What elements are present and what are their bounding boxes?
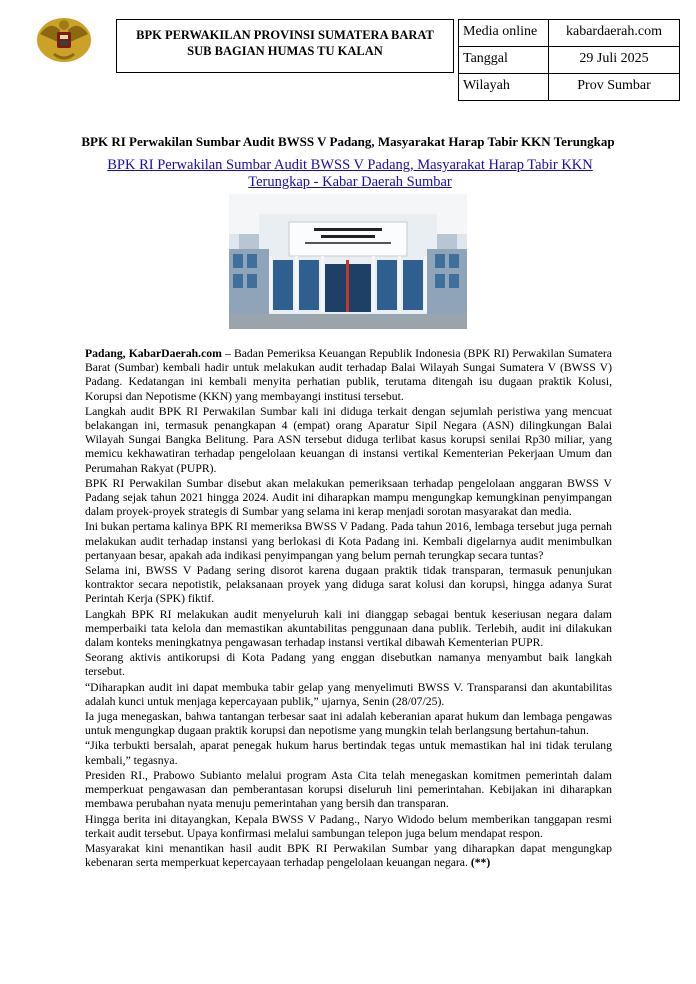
media-value: kabardaerah.com bbox=[549, 20, 680, 47]
article-source-link[interactable]: BPK RI Perwakilan Sumbar Audit BWSS V Padang, Masyarakat Harap Tabir KKN Terungkap - Kabar Daerah Sumbar bbox=[107, 157, 593, 190]
article-paragraph: Ia juga menegaskan, bahwa tantangan terbesar saat ini adalah keberanian aparat hukum dan lembaga pengawas untuk mengungkap dugaan praktik korupsi dan nepotisme yang mungkin telah berlangsung bertahun-tahun. bbox=[85, 710, 612, 738]
media-info-row bbox=[459, 20, 680, 47]
article-paragraph bbox=[85, 347, 612, 404]
article-paragraph: Langkah audit BPK RI Perwakilan Sumbar kali ini diduga terkait dengan sejumlah peristiwa yang mencuat belakangan ini, termasuk penangkapan 4 (empat) orang Aparatur Sipil Negara (ASN) dilingkungan Balai Wilayah Sungai Bangka Belitung. Para ASN tersebut diduga terlibat kasus korupsi senilai Rp30 miliar, yang memicu kekhawatiran terhadap pengelolaan keuangan di instansi vertikal Kementerian Pekerjaan Umum dan Perumahan Rakyat (PUPR). bbox=[85, 404, 612, 475]
media-label: Media online bbox=[459, 20, 549, 47]
office-subdivision: SUB BAGIAN HUMAS TU KALAN bbox=[187, 44, 383, 58]
article-lead-text: – Badan Pemeriksa Keuangan Republik Indonesia (BPK RI) Perwakilan Sumatera Barat (Sumbar) kembali hadir untuk melakukan audit terhadap Balai Wilayah Sungai Sumatera V (BWSS V) Padang. Kedatangan ini kembali menyita perhatian publik, terutama ditengah isu dugaan praktik Kolusi, Korupsi dan Nepotisme (KKN) yang membayangi institusi tersebut. bbox=[85, 347, 612, 403]
article-dateline: Padang, KabarDaerah.com bbox=[85, 347, 222, 360]
region-value: Prov Sumbar bbox=[549, 74, 680, 101]
article-paragraph: “Jika terbukti bersalah, aparat penegak hukum harus bertindak tegas untuk memastikan hal ini tidak terulang kembali,” tegasnya. bbox=[85, 739, 612, 767]
article-paragraph: “Diharapkan audit ini dapat membuka tabir gelap yang menyelimuti BWSS V. Transparansi dan akuntabilitas adalah kunci untuk menjaga kepercayaan publik,” ujarnya, Senin (28/07/25). bbox=[85, 680, 612, 708]
article-paragraph bbox=[85, 842, 612, 870]
article-body bbox=[85, 347, 612, 871]
article-paragraph: Selama ini, BWSS V Padang sering disorot karena dugaan praktik tidak transparan, termasuk penunjukan kontraktor secara nepotistik, pelaksanaan proyek yang diduga sarat kolusi dan korupsi, hingga adanya Surat Perintah Kerja (SPK) fiktif. bbox=[85, 564, 612, 606]
region-info-row bbox=[459, 74, 680, 101]
article-paragraph: Ini bukan pertama kalinya BPK RI memeriksa BWSS V Padang. Pada tahun 2016, lembaga tersebut juga pernah melakukan audit terhadap instansi yang berlokasi di Kota Padang ini. Kembali digelarnya audit menimbulkan pertanyaan besar, apakah ada indikasi penyimpangan yang belum pernah terungkap secara tuntas? bbox=[85, 520, 612, 562]
date-info-row bbox=[459, 47, 680, 74]
garuda-emblem-logo bbox=[36, 14, 92, 64]
date-value: 29 Juli 2025 bbox=[549, 47, 680, 74]
article-paragraph: Hingga berita ini ditayangkan, Kepala BWSS V Padang., Naryo Widodo belum memberikan tanggapan resmi terkait audit tersebut. Upaya konfirmasi melalui sambungan telepon juga belum mendapat respon. bbox=[85, 812, 612, 840]
date-label: Tanggal bbox=[459, 47, 549, 74]
article-paragraph: BPK RI Perwakilan Sumbar disebut akan melakukan pemeriksaan terhadap pengelolaan anggaran BWSS V Padang sejak tahun 2021 hingga 2024. Audit ini diharapkan mampu mengungkap kemungkinan penyimpangan dalam proyek-proyek strategis di Sumbar yang selama ini kerap menjadi sorotan masyarakat dan media. bbox=[85, 476, 612, 519]
article-paragraph: Langkah BPK RI melakukan audit menyeluruh kali ini dianggap sebagai bentuk keseriusan negara dalam memperbaiki tata kelola dan memastikan akuntabilitas penggunaan dana publik. Terlebih, audit ini dilakukan dalam konteks meningkatnya pengawasan terhadap instansi vertikal dibawah Kementerian PUPR. bbox=[85, 607, 612, 650]
bpk-building-photo bbox=[229, 194, 467, 329]
article-closing-text: Masyarakat kini menantikan hasil audit BPK RI Perwakilan Sumbar yang diharapkan dapat mengungkap kebenaran serta memperkuat kepercayaan terhadap pengelolaan keuangan negara. bbox=[85, 841, 612, 870]
article-end-mark: (**) bbox=[470, 856, 491, 870]
article-title: BPK RI Perwakilan Sumbar Audit BWSS V Padang, Masyarakat Harap Tabir KKN Terungkap bbox=[81, 134, 615, 149]
office-header-box bbox=[116, 19, 454, 73]
article-paragraph: Presiden RI., Prabowo Subianto melalui program Asta Cita telah menegaskan komitmen pemerintah dalam memperkuat pengawasan dan pemberantasan korupsi diseluruh lini pemerintahan. Kebijakan ini diharapkan membawa perubahan nyata menuju pemerintahan yang bersih dan transparan. bbox=[85, 768, 612, 811]
region-label: Wilayah bbox=[459, 74, 549, 101]
office-name: BPK PERWAKILAN PROVINSI SUMATERA BARAT bbox=[136, 28, 434, 42]
article-paragraph: Seorang aktivis antikorupsi di Kota Padang yang enggan disebutkan namanya menyambut baik langkah tersebut. bbox=[85, 651, 612, 679]
media-info-table bbox=[458, 19, 680, 101]
